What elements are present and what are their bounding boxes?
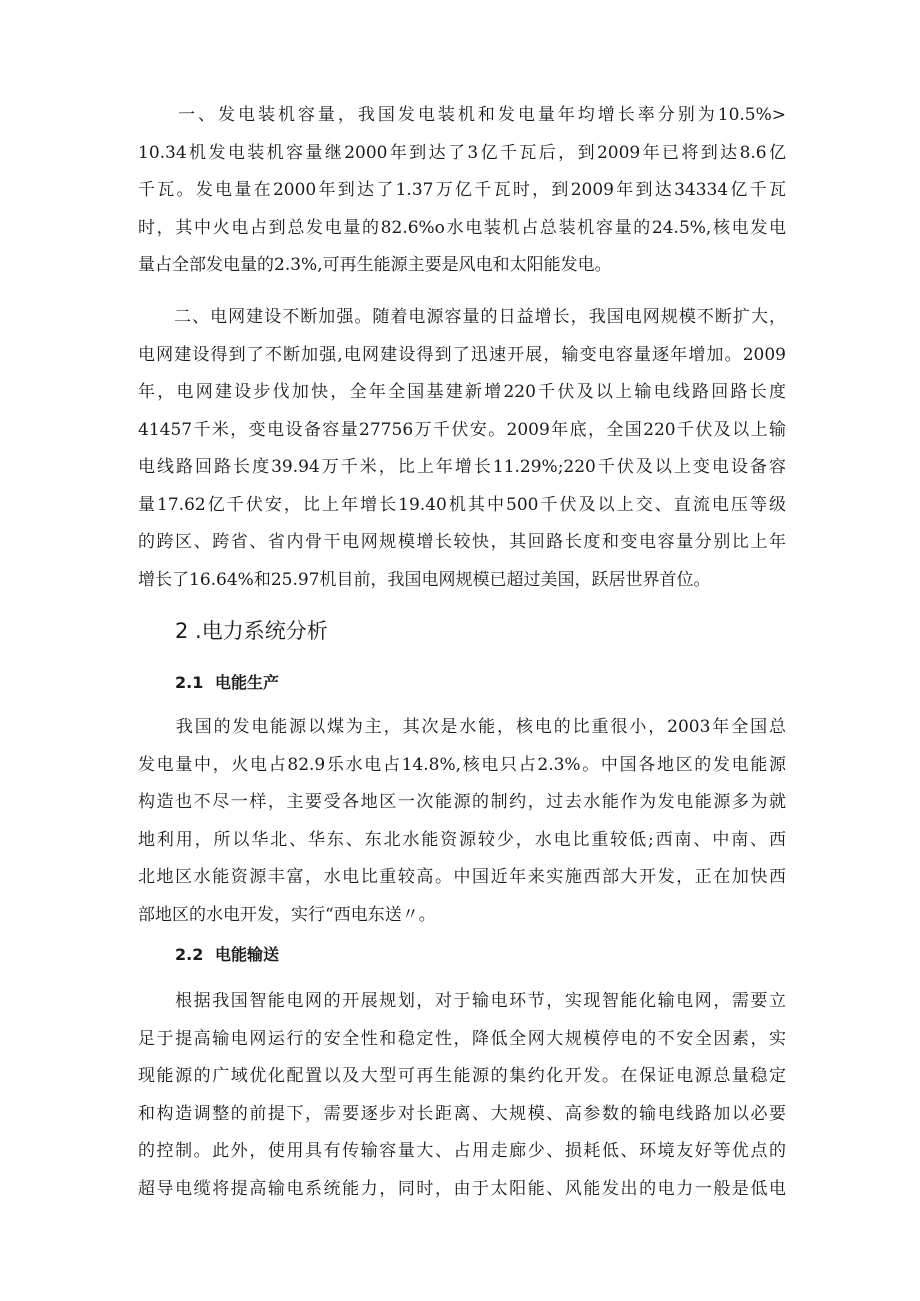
- paragraph-generation-capacity: [138, 97, 786, 285]
- subsection-number: 2.2: [175, 945, 204, 964]
- text-line: 时，其中火电占到总发电量的82.6%o水电装机占总装机容量的24.5%,核电发电: [138, 217, 786, 238]
- subsection-heading-power-generation: [175, 670, 279, 696]
- text-line: 量占全部发电量的2.3%,可再生能源主要是风电和太阳能发电。: [138, 255, 612, 275]
- paragraph-grid-construction: [138, 299, 786, 599]
- text-line: 电线路回路长度39.94万千米，比上年增长11.29%;220千伏及以上变电设备容: [138, 457, 786, 477]
- text-line: 一、发电装机容量，我国发电装机和发电量年均增长率分别为10.5%>: [138, 105, 786, 125]
- text-line: 足于提高输电网运行的安全性和稳定性，降低全网大规模停电的不安全因素，实: [138, 1028, 786, 1049]
- text-line: 北地区水能资源丰富，水电比重较高。中国近年来实施西部大开发，正在加快西: [138, 867, 786, 887]
- subsection-heading-power-transmission: [175, 942, 279, 968]
- text-line: 的跨区、跨省、省内骨干电网规模增长较快，其回路长度和变电容量分别比上年: [138, 532, 786, 552]
- text-line: 构造也不尽一样，主要受各地区一次能源的制约，过去水能作为发电能源多为就: [138, 792, 786, 812]
- text-line: 现能源的广域优化配置以及大型可再生能源的集约化开发。在保证电源总量稳定: [138, 1066, 786, 1086]
- text-line: 41457千米，变电设备容量27756万千伏安。2009年底，全国220千伏及以上输: [138, 419, 786, 440]
- text-line: 的控制。此外，使用具有传输容量大、占用走廊少、损耗低、环境友好等优点的: [138, 1141, 786, 1161]
- text-line: 部地区的水电开发，实行“西电东送〃。: [138, 904, 436, 925]
- section-heading-power-system-analysis: 2 .电力系统分析: [175, 619, 328, 643]
- text-line: 和构造调整的前提下，需要逐步对长距离、大规模、高参数的输电线路加以必要: [138, 1103, 786, 1124]
- paragraph-power-transmission: [138, 983, 786, 1208]
- text-line: 年，电网建设步伐加快，全年全国基建新增220千伏及以上输电线路回路长度: [138, 382, 786, 402]
- text-line: 10.34机发电装机容量继2000年到达了3亿千瓦后，到2009年已将到达8.6亿: [138, 142, 786, 163]
- subsection-number: 2.1: [175, 673, 204, 692]
- text-line: 千瓦。发电量在2000年到达了1.37万亿千瓦时，到2009年到达34334亿千瓦: [138, 180, 786, 200]
- subsection-title: 电能输送: [215, 945, 280, 964]
- text-line: 增长了16.64%和25.97机目前，我国电网规模已超过美国，跃居世界首位。: [138, 569, 711, 590]
- text-line: 二、电网建设不断加强。随着电源容量的日益增长，我国电网规模不断扩大，: [138, 307, 786, 327]
- text-line: 我国的发电能源以煤为主，其次是水能，核电的比重很小，2003年全国总: [138, 717, 786, 737]
- paragraph-power-generation: [138, 709, 786, 934]
- text-line: 电网建设得到了不断加强,电网建设得到了迅速开展，输变电容量逐年增加。2009: [138, 344, 786, 365]
- text-line: 地利用，所以华北、华东、东北水能资源较少，水电比重较低;西南、中南、西: [138, 829, 786, 850]
- text-line: 量17.62亿千伏安，比上年增长19.40机其中500千伏及以上交、直流电压等级: [138, 494, 786, 515]
- text-line: 发电量中，火电占82.9乐水电占14.8%,核电只占2.3%。中国各地区的发电能源: [138, 754, 786, 775]
- text-line: 超导电缆将提高输电系统能力，同时，由于太阳能、风能发出的电力一般是低电: [138, 1178, 786, 1199]
- text-line: 根据我国智能电网的开展规划，对于输电环节，实现智能化输电网，需要立: [138, 991, 786, 1011]
- subsection-title: 电能生产: [215, 673, 280, 692]
